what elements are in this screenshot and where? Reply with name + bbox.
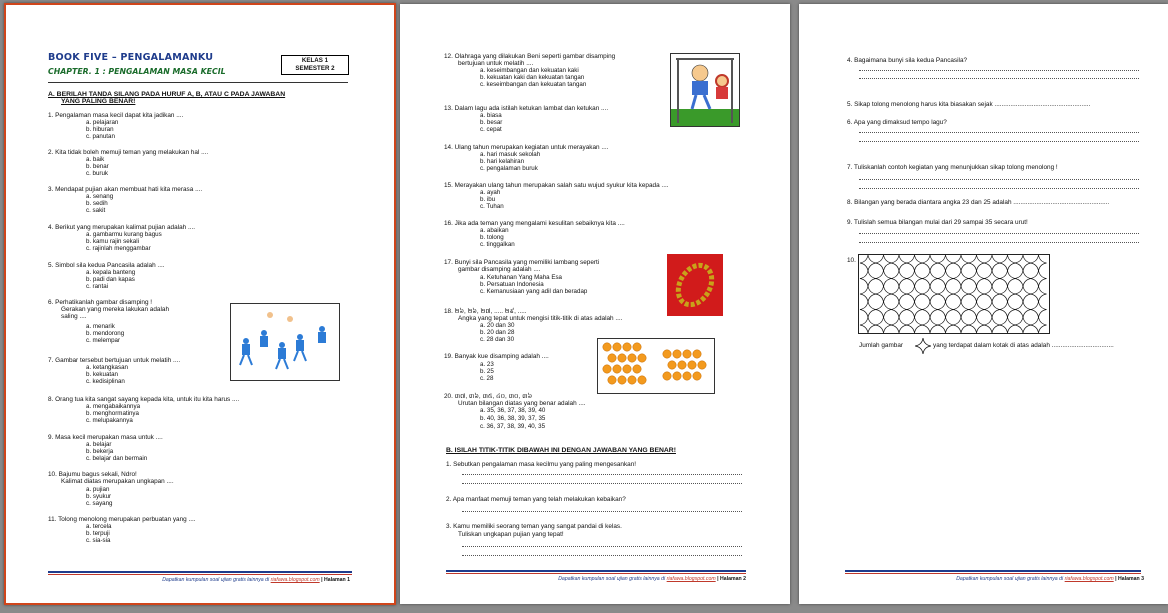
c10-caption-b: yang terdapat dalam kotak di atas adalah ................................... <box>933 342 1114 349</box>
q15-option-b[interactable]: b. ibu <box>480 196 496 203</box>
question-c9: 9. Tulislah semua bilangan mulai dari 29 sampai 35 secara urut! <box>847 219 1028 226</box>
cake-dot <box>673 372 681 380</box>
q19-option-a[interactable]: a. 23 <box>480 361 494 368</box>
q8-option-b[interactable]: b. menghormatinya <box>86 410 139 417</box>
footer-link[interactable]: riafawa.blogspot.com <box>270 577 320 583</box>
question-12: 12. Olahraga yang dilakukan Beni seperti gambar disamping <box>444 53 616 60</box>
question-10: 10. Bajumu bagus sekali, Ndro! <box>48 471 137 478</box>
question-c4: 4. Bagaimana bunyi sila kedua Pancasila? <box>847 57 968 64</box>
question-1: 1. Pengalaman masa kecil dapat kita jadikan .... <box>48 112 184 119</box>
section-a-title: A. BERILAH TANDA SILANG PADA HURUF A, B, ATAU C PADA JAWABAN <box>48 91 286 98</box>
cake-dot <box>638 376 646 384</box>
q17-option-b[interactable]: b. Persatuan Indonesia <box>480 281 544 288</box>
footer-text: Dapatkan kumpulan soal ujian gratis lainnya di <box>558 576 666 582</box>
question-5: 5. Simbol sila kedua Pancasila adalah .... <box>48 262 165 269</box>
cake-dot <box>633 343 641 351</box>
q2-option-a[interactable]: a. baik <box>86 156 105 163</box>
q11-option-c[interactable]: c. sia-sia <box>86 537 111 544</box>
footer-text: Dapatkan kumpulan soal ujian gratis lainnya di <box>162 577 270 583</box>
children-pullup-image <box>670 53 740 127</box>
question-c7: 7. Tuliskanlah contoh kegiatan yang menunjukkan sikap tolong menolong ! <box>847 164 1058 171</box>
cake-dot <box>678 361 686 369</box>
answer-line[interactable] <box>462 546 742 547</box>
cake-dot <box>608 376 616 384</box>
q6-option-c[interactable]: c. melempar <box>86 337 121 344</box>
answer-line[interactable] <box>462 511 742 512</box>
q12-option-b[interactable]: b. kekuatan kaki dan kekuatan tangan <box>480 74 585 81</box>
q6-option-b[interactable]: b. mendorong <box>86 330 125 337</box>
q20-option-a[interactable]: a. 35, 36, 37, 38, 39, 40 <box>480 407 546 414</box>
question-17: 17. Bunyi sila Pancasila yang memiliki lambang seperti <box>444 259 600 266</box>
q5-option-a[interactable]: a. kepala banteng <box>86 269 136 276</box>
q17-option-a[interactable]: a. Ketuhanan Yang Maha Esa <box>480 274 562 281</box>
cake-dot <box>603 343 611 351</box>
question-7: 7. Gambar tersebut bertujuan untuk melatih .... <box>48 357 181 364</box>
question-6: 6. Perhatikanlah gambar disamping ! <box>48 299 153 306</box>
footer-halaman: | Halaman <box>321 577 346 583</box>
footer-line-2 <box>446 573 746 574</box>
page-number: 1 <box>347 577 350 583</box>
cake-dot <box>683 350 691 358</box>
q1-option-c[interactable]: c. panutan <box>86 133 115 140</box>
q8-option-c[interactable]: c. melupakannya <box>86 417 133 424</box>
q19-option-b[interactable]: b. 25 <box>480 368 494 375</box>
children-playing-image <box>230 303 340 381</box>
question-c5: 5. Sikap tolong menolong harus kita biasakan sejak ...................................................... <box>847 101 1091 108</box>
title-divider <box>48 82 348 83</box>
footer-line-2 <box>48 574 352 575</box>
footer-halaman: | Halaman <box>1115 576 1140 582</box>
q15-option-a[interactable]: a. ayah <box>480 189 501 196</box>
question-12-line-2: bertujuan untuk melatih .... <box>458 60 534 67</box>
cake-dot <box>638 354 646 362</box>
question-c8: 8. Bilangan yang berada diantara angka 23 dan 25 adalah ...................................................... <box>847 199 1110 206</box>
q2-option-c[interactable]: c. buruk <box>86 170 109 177</box>
semester-label: SEMESTER 2 <box>295 65 335 72</box>
answer-line[interactable] <box>859 179 1139 180</box>
question-18-line-2: Angka yang tepat untuk mengisi titik-titik di atas adalah .... <box>458 315 623 322</box>
question-18: 18. ២៦, ២៦, ២៧, ..... ២៩, ..... <box>444 308 527 315</box>
footer-line <box>48 571 352 573</box>
essay-3-line-2: Tuliskan ungkapan pujian yang tepat! <box>458 531 564 538</box>
page-1 <box>4 3 396 605</box>
q3-option-c[interactable]: c. sakit <box>86 207 106 214</box>
essay-1: 1. Sebutkan pengalaman masa kecilmu yang paling mengesankan! <box>446 461 637 468</box>
q5-option-c[interactable]: c. rantai <box>86 283 109 290</box>
q16-option-a[interactable]: a. abaikan <box>480 227 509 234</box>
footer-text: Dapatkan kumpulan soal ujian gratis lainnya di <box>956 576 1064 582</box>
answer-line[interactable] <box>859 242 1139 243</box>
star-grid-image <box>858 254 1050 334</box>
cake-dot <box>683 372 691 380</box>
q12-option-a[interactable]: a. keseimbangan dan kekuatan kaki <box>480 67 579 74</box>
answer-line[interactable] <box>859 141 1139 142</box>
q7-option-a[interactable]: a. ketangkasan <box>86 364 128 371</box>
q17-option-c[interactable]: c. Kemanusiaan yang adil dan beradap <box>480 288 588 295</box>
essay-3: 3. Kamu memiliki seorang teman yang sangat pandai di kelas. <box>446 523 622 530</box>
q1-option-a[interactable]: a. pelajaran <box>86 119 119 126</box>
q7-option-c[interactable]: c. kedisiplinan <box>86 378 125 385</box>
footer-link[interactable]: riafawa.blogspot.com <box>1064 576 1114 582</box>
question-6-line-2: Gerakan yang mereka lakukan adalah <box>61 306 169 313</box>
cakes-image <box>597 338 715 394</box>
q5-option-b[interactable]: b. padi dan kapas <box>86 276 135 283</box>
section-b-title: B. ISILAH TITIK-TITIK DIBAWAH INI DENGAN JAWABAN YANG BENAR! <box>446 447 676 454</box>
footer-line-2 <box>845 573 1141 574</box>
q18-option-a[interactable]: a. 20 dan 30 <box>480 322 515 329</box>
answer-line[interactable] <box>859 70 1139 71</box>
question-c10: 10. <box>847 257 856 264</box>
cake-dot <box>623 343 631 351</box>
cake-dot <box>693 372 701 380</box>
question-20-line-2: Urutan bilangan diatas yang benar adalah .... <box>458 400 586 407</box>
q13-option-b[interactable]: b. besar <box>480 119 503 126</box>
answer-line[interactable] <box>462 483 742 484</box>
q14-option-a[interactable]: a. hari masuk sekolah <box>480 151 541 158</box>
cake-dot <box>663 372 671 380</box>
q4-option-c[interactable]: c. rajinlah menggambar <box>86 245 151 252</box>
q12-option-c[interactable]: c. keseimbangan dan kekuatan tangan <box>480 81 587 88</box>
q7-option-b[interactable]: b. kekuatan <box>86 371 118 378</box>
question-15: 15. Merayakan ulang tahun merupakan salah satu wujud syukur kita kepada .... <box>444 182 669 189</box>
answer-line[interactable] <box>859 78 1139 79</box>
q4-option-b[interactable]: b. kamu rajin sekali <box>86 238 139 245</box>
q20-option-c[interactable]: c. 36, 37, 38, 39, 40, 35 <box>480 423 546 430</box>
cake-dot <box>668 361 676 369</box>
footer <box>162 577 350 583</box>
question-20: 20. ៣៧, ៣៦, ៣៥, ៤០, ៣០, ៣៦ <box>444 393 533 400</box>
page-3 <box>799 4 1168 604</box>
q18-option-b[interactable]: b. 20 dan 28 <box>480 329 515 336</box>
footer-line <box>845 570 1141 572</box>
q11-option-b[interactable]: b. terpuji <box>86 530 110 537</box>
cake-dot <box>603 365 611 373</box>
section-a-title-2: YANG PALING BENAR! <box>61 98 136 105</box>
q14-option-c[interactable]: c. pengalaman buruk <box>480 165 538 172</box>
question-11: 11. Tolong menolong merupakan perbuatan yang .... <box>48 516 196 523</box>
answer-line[interactable] <box>462 555 742 556</box>
class-box <box>281 55 349 75</box>
question-16: 16. Jika ada teman yang mengalami kesulitan sebaiknya kita .... <box>444 220 625 227</box>
answer-line[interactable] <box>859 233 1139 234</box>
q4-option-a[interactable]: a. gambarmu kurang bagus <box>86 231 162 238</box>
question-19: 19. Banyak kue disamping adalah .... <box>444 353 549 360</box>
four-point-star-icon <box>915 338 931 354</box>
class-label: KELAS 1 <box>301 57 329 64</box>
question-c6: 6. Apa yang dimaksud tempo lagu? <box>847 119 947 126</box>
question-2: 2. Kita tidak boleh memuji teman yang melakukan hal .... <box>48 149 209 156</box>
cake-dot <box>633 365 641 373</box>
essay-2: 2. Apa manfaat memuji teman yang telah melakukan kebaikan? <box>446 496 626 503</box>
q11-option-a[interactable]: a. tercela <box>86 523 112 530</box>
footer-line <box>446 570 746 572</box>
footer-halaman: | Halaman <box>717 576 742 582</box>
answer-line[interactable] <box>462 474 742 475</box>
q15-option-c[interactable]: c. Tuhan <box>480 203 504 210</box>
question-3: 3. Mendapat pujian akan membuat hati kita merasa .... <box>48 186 203 193</box>
cake-dot <box>698 361 706 369</box>
question-6-line-3: saling .... <box>61 313 87 320</box>
question-9: 9. Masa kecil merupakan masa untuk .... <box>48 434 163 441</box>
cake-dot <box>628 354 636 362</box>
c10-caption-a: Jumlah gambar <box>859 342 904 349</box>
footer-link[interactable]: riafawa.blogspot.com <box>666 576 716 582</box>
q16-option-b[interactable]: b. tolong <box>480 234 504 241</box>
q2-option-b[interactable]: b. benar <box>86 163 109 170</box>
cake-dot <box>623 365 631 373</box>
page-number: 3 <box>1141 576 1144 582</box>
question-17-line-2: gambar disamping adalah .... <box>458 266 541 273</box>
cake-dot <box>673 350 681 358</box>
q6-option-a[interactable]: a. menarik <box>86 323 115 330</box>
q8-option-a[interactable]: a. mengabaikannya <box>86 403 141 410</box>
cake-dot <box>613 343 621 351</box>
q14-option-b[interactable]: b. hari kelahiran <box>480 158 525 165</box>
chapter-title: CHAPTER. 1 : PENGALAMAN MASA KECIL <box>48 67 226 76</box>
q9-option-a[interactable]: a. belajar <box>86 441 112 448</box>
q1-option-b[interactable]: b. hiburan <box>86 126 114 133</box>
q20-option-b[interactable]: b. 40, 36, 38, 39, 37, 35 <box>480 415 546 422</box>
question-13: 13. Dalam lagu ada istilah ketukan lambat dan ketukan .... <box>444 105 609 112</box>
question-4: 4. Berikut yang merupakan kalimat pujian adalah .... <box>48 224 196 231</box>
cake-dot <box>618 376 626 384</box>
footer <box>956 576 1144 582</box>
q13-option-a[interactable]: a. biasa <box>480 112 502 119</box>
cake-dot <box>608 354 616 362</box>
page-number: 2 <box>743 576 746 582</box>
cake-dot <box>688 361 696 369</box>
q19-option-c[interactable]: c. 28 <box>480 375 494 382</box>
cake-dot <box>613 365 621 373</box>
question-8: 8. Orang tua kita sangat sayang kepada kita, untuk itu kita harus .... <box>48 396 240 403</box>
chain-symbol-image <box>667 254 723 316</box>
q9-option-c[interactable]: c. belajar dan bermain <box>86 455 148 462</box>
book-title: BOOK FIVE – PENGALAMANKU <box>48 52 214 63</box>
q10-option-a[interactable]: a. pujian <box>86 486 110 493</box>
q3-option-a[interactable]: a. senang <box>86 193 114 200</box>
q16-option-c[interactable]: c. tinggalkan <box>480 241 515 248</box>
q18-option-c[interactable]: c. 28 dan 30 <box>480 336 515 343</box>
q10-option-b[interactable]: b. syukur <box>86 493 112 500</box>
cake-dot <box>618 354 626 362</box>
footer <box>558 576 746 582</box>
q13-option-c[interactable]: c. cepat <box>480 126 502 133</box>
cake-dot <box>693 350 701 358</box>
page-2 <box>400 4 790 604</box>
q3-option-b[interactable]: b. sedih <box>86 200 108 207</box>
answer-line[interactable] <box>859 132 1139 133</box>
q10-option-c[interactable]: c. sayang <box>86 500 113 507</box>
q9-option-b[interactable]: b. bekerja <box>86 448 114 455</box>
question-10-line-2: Kalimat diatas merupakan ungkapan .... <box>61 478 174 485</box>
cake-dot <box>663 350 671 358</box>
answer-line[interactable] <box>859 188 1139 189</box>
cake-dot <box>628 376 636 384</box>
question-14: 14. Ulang tahun merupakan kegiatan untuk merayakan .... <box>444 144 609 151</box>
